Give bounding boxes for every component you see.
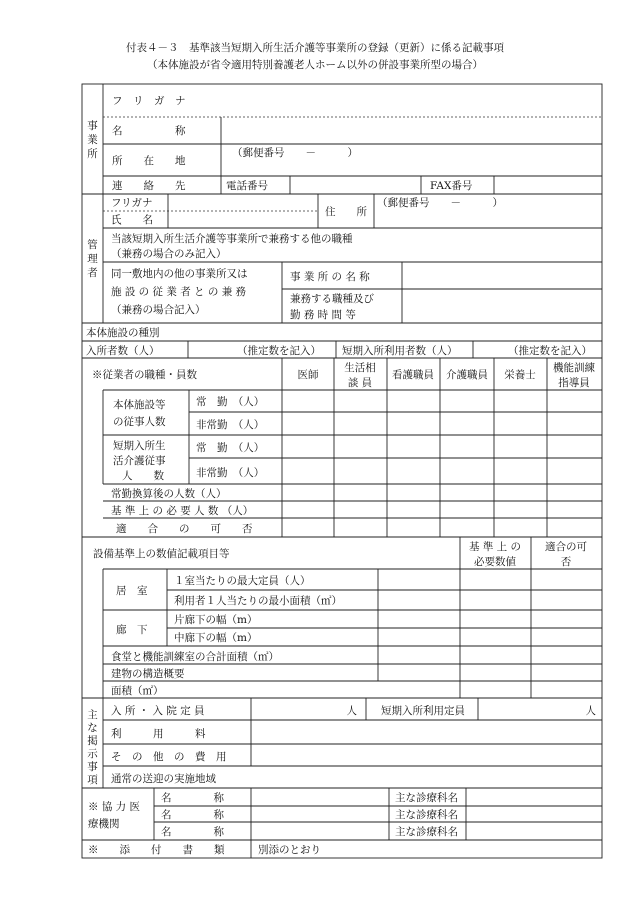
room-area-label: 利用者１人当たりの最小面積（㎡） <box>174 595 342 607</box>
corridor-middle-label: 中廊下の幅（m） <box>174 632 258 644</box>
dining-area-label: 食堂と機能訓練室の合計面積（㎡） <box>111 651 279 663</box>
coop-dept-label: 主な診療科名 <box>395 826 458 838</box>
section-label-jigyousho: 所 <box>87 148 98 160</box>
facility-type-label: 本体施設の種別 <box>86 327 160 339</box>
attached-docs-value: 別添のとおり <box>258 844 321 856</box>
honbu-staff-label: 本体施設等 <box>113 399 166 411</box>
col-training: 機能訓練 <box>553 362 595 374</box>
fax-label: FAX番号 <box>430 180 473 192</box>
kanrisha-furigana-label: フリガナ <box>111 197 153 209</box>
corridor-one-side-label: 片廊下の幅（m） <box>174 614 258 626</box>
kanrisha-name-label: 氏 名 <box>111 214 153 226</box>
cooperating-medical-label: ※ 協 力 医 <box>88 801 141 813</box>
kanrisha-postal-label: （郵便番号 － ） <box>377 197 503 209</box>
section-label-kanrisha: 理 <box>87 253 98 265</box>
estimate-note: （推定数を記入） <box>237 345 321 357</box>
form-title: 付表４－３ 基準該当短期入所生活介護等事業所の登録（更新）に係る記載事項 <box>126 42 504 54</box>
concurrent-duty-note: （兼務の場合のみ記入） <box>111 248 227 260</box>
corridor-label: 廊 下 <box>116 624 148 636</box>
coop-name-label: 名 称 <box>161 792 224 804</box>
duty-label: 兼務する職種及び <box>290 293 374 305</box>
short-staff-label: 活介護従事 <box>113 455 166 467</box>
section-label-postings: 主 <box>87 709 98 721</box>
col-nurse: 看護職員 <box>392 369 434 381</box>
capacity-label: 入 所 ・ 入 院 定 員 <box>111 705 205 717</box>
honbu-staff-label: の従事人数 <box>113 416 166 428</box>
col-counselor: 談 員 <box>347 377 373 389</box>
staff-compliance-label: 適 合 の 可 否 <box>116 523 253 535</box>
attached-docs-label: ※ 添 付 書 類 <box>88 844 225 856</box>
other-costs-label: そ の 他 の 費 用 <box>111 751 227 763</box>
transport-area-label: 通常の送迎の実施地域 <box>111 773 216 785</box>
col-care: 介護職員 <box>446 369 488 381</box>
equip-required-col: 必要数値 <box>474 556 516 568</box>
section-label-kanrisha: 管 <box>87 239 98 251</box>
short-staff-label: 短期入所生 <box>113 440 166 452</box>
structure-label: 建物の構造概要 <box>111 668 185 680</box>
form-subtitle: （本体施設が省令適用特別養護老人ホーム以外の併設事業所型の場合） <box>147 59 483 71</box>
coop-dept-label: 主な診療科名 <box>395 809 458 821</box>
phone-label: 電話番号 <box>226 180 268 192</box>
coop-dept-label: 主な診療科名 <box>395 792 458 804</box>
required-staff-label: 基 準 上 の 必 要 人 数 （人） <box>111 505 254 517</box>
equip-compliance-col: 適合の可 <box>545 541 587 553</box>
staff-header: ※従業者の職種・員数 <box>92 369 197 381</box>
col-counselor: 生活相 <box>344 362 376 374</box>
equipment-header: 設備基準上の数値記載項目等 <box>93 548 230 560</box>
section-label-postings: な <box>87 722 98 734</box>
short-staff-label: 人 数 <box>122 470 164 482</box>
fulltime-label: 常 勤 （人） <box>196 442 265 454</box>
equip-compliance-col: 否 <box>560 556 572 568</box>
coop-name-label: 名 称 <box>161 809 224 821</box>
room-label: 居 室 <box>116 585 148 597</box>
section-label-jigyousho: 業 <box>87 134 98 146</box>
kanrisha-address-label: 住 所 <box>325 206 367 218</box>
section-label-postings: 事 <box>87 761 98 773</box>
col-doctor: 医師 <box>297 369 319 381</box>
section-label-postings: 項 <box>87 774 98 786</box>
jigyousho-contact-label: 連 絡 先 <box>112 180 186 192</box>
section-label-postings: 掲 <box>87 735 98 747</box>
col-nutrition: 栄養士 <box>504 369 536 381</box>
jigyousho-postal-label: （郵便番号 － ） <box>232 147 358 159</box>
concurrent-duty-label: 当該短期入所生活介護等事業所で兼務する他の職種 <box>111 233 353 245</box>
parttime-label: 非常勤 （人） <box>196 467 265 479</box>
short-capacity-unit: 人 <box>585 705 596 717</box>
same-site-note: （兼務の場合記入） <box>111 304 206 316</box>
room-capacity-label: １室当たりの最大定員（人） <box>174 575 311 587</box>
fee-label: 利 用 料 <box>111 728 206 740</box>
jigyousho-furigana-label: フ リ ガ ナ <box>112 95 186 107</box>
duty-label: 勤 務 時 間 等 <box>290 309 356 321</box>
short-capacity-label: 短期入所利用定員 <box>381 705 465 717</box>
coop-name-label: 名 称 <box>161 826 224 838</box>
section-label-jigyousho: 事 <box>87 120 98 132</box>
same-site-label: 同一敷地内の他の事業所又は <box>111 268 248 280</box>
parttime-label: 非常勤 （人） <box>196 419 265 431</box>
jigyousho-name-label: 名 称 <box>112 125 186 137</box>
fte-label: 常勤換算後の人数（人） <box>111 488 227 500</box>
office-name-label: 事 業 所 の 名 称 <box>290 271 370 283</box>
section-label-postings: 示 <box>87 748 98 760</box>
estimate-note: （推定数を記入） <box>508 345 592 357</box>
section-label-kanrisha: 者 <box>87 267 98 279</box>
residents-label: 入所者数（人） <box>86 345 160 357</box>
cooperating-medical-label: 療機関 <box>88 818 120 830</box>
jigyousho-address-label: 所 在 地 <box>112 155 186 167</box>
equip-required-col: 基 準 上 の <box>468 541 522 553</box>
area-label: 面積（㎡） <box>111 685 164 697</box>
same-site-label: 施 設 の 従 業 者 と の 兼 務 <box>111 286 247 298</box>
col-training: 指導員 <box>558 377 590 389</box>
capacity-unit: 人 <box>346 705 357 717</box>
short-users-label: 短期入所利用者数（人） <box>342 345 458 357</box>
fulltime-label: 常 勤 （人） <box>196 396 265 408</box>
